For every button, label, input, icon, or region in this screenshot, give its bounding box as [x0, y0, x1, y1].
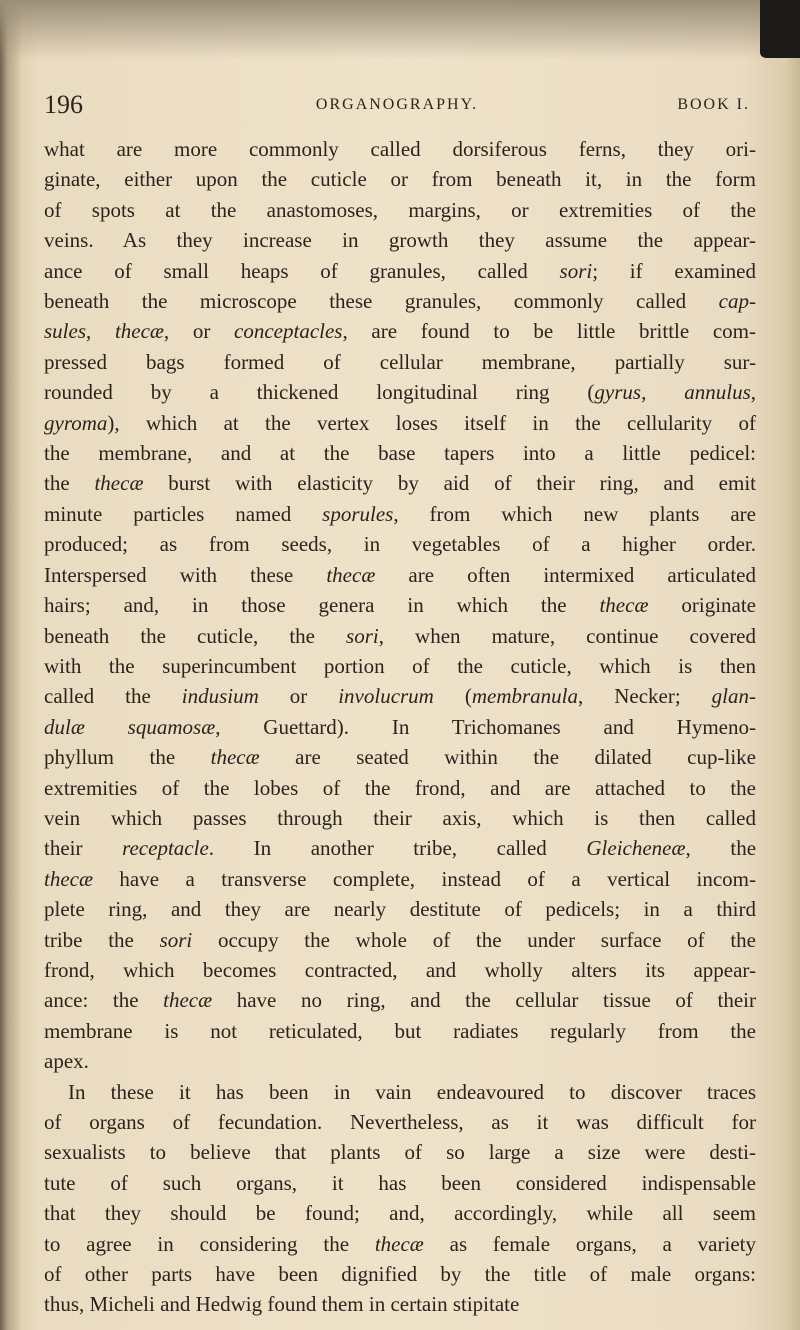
italic-term: indusium — [181, 684, 259, 709]
italic-term: sori — [159, 927, 193, 952]
text-line: the thecæ burst with elasticity by aid of their ring, and emit — [44, 471, 757, 496]
italic-term: thecæ — [374, 1231, 424, 1256]
italic-term: gyrus — [594, 380, 642, 405]
text-line: thus, Micheli and Hedwig found them in certain stipitate — [44, 1292, 520, 1317]
italic-term: thecæ — [326, 562, 376, 587]
text-line: sules, thecæ, or conceptacles, are found to be little brittle com- — [44, 319, 757, 344]
text-line: produced; as from seeds, in vegetables of a higher order. — [44, 532, 756, 557]
book-label: BOOK I. — [677, 96, 750, 113]
italic-term: involucrum — [338, 684, 434, 709]
text-line: frond, which becomes contracted, and wholly alters its appear- — [44, 957, 756, 982]
text-line: veins. As they increase in growth they assume the appear- — [44, 228, 756, 253]
text-line: called the indusium or involucrum (membranula, Necker; glan- — [44, 684, 756, 709]
text-line: In these it has been in vain endeavoured to discover traces — [68, 1079, 756, 1104]
italic-term: thecæ — [163, 988, 213, 1013]
text-line: extremities of the lobes of the frond, and are attached to the — [44, 775, 756, 800]
text-line: that they should be found; and, accordingly, while all seem — [44, 1201, 756, 1226]
text-line: ance of small heaps of granules, called sori; if examined — [44, 258, 756, 283]
running-head — [44, 90, 750, 130]
text-line: of other parts have been dignified by the title of male organs: — [44, 1262, 756, 1287]
text-line: the membrane, and at the base tapers into a little pedicel: — [44, 441, 756, 466]
italic-term: cap- — [718, 289, 756, 314]
text-line: gyroma), which at the vertex loses itself in the cellularity of — [44, 410, 756, 435]
text-line: their receptacle. In another tribe, called Gleicheneæ, the — [44, 836, 757, 861]
italic-term: sporules — [322, 501, 394, 526]
text-line: of spots at the anastomoses, margins, or extremities of the — [44, 197, 756, 222]
text-line: thecæ have a transverse complete, instead of a vertical incom- — [44, 866, 756, 891]
page-corner-mark — [760, 0, 800, 58]
body-text — [44, 134, 756, 1320]
text-line: to agree in considering the thecæ as female organs, a variety — [44, 1231, 756, 1256]
italic-term: thecæ — [210, 745, 260, 770]
text-line: tribe the sori occupy the whole of the under surface of the — [44, 927, 756, 952]
italic-term: glan- — [711, 684, 756, 709]
binding-gutter — [0, 0, 22, 1330]
italic-term: sori — [559, 258, 593, 283]
text-line: pressed bags formed of cellular membrane, partially sur- — [44, 349, 756, 374]
italic-term: sori — [346, 623, 379, 648]
italic-term: annulus — [684, 380, 751, 405]
running-title: ORGANOGRAPHY. — [315, 96, 479, 113]
top-edge-shadow — [0, 0, 800, 60]
text-line: apex. — [44, 1049, 89, 1074]
text-line: tute of such organs, it has been considered indispensable — [44, 1170, 756, 1195]
text-line: plete ring, and they are nearly destitute of pedicels; in a third — [44, 897, 756, 922]
italic-term: thecæ — [94, 471, 144, 496]
italic-term: thecæ — [599, 593, 649, 618]
text-line: rounded by a thickened longitudinal ring (gyrus, annulus, — [44, 380, 756, 405]
italic-term: membranula — [471, 684, 578, 709]
text-line: hairs; and, in those genera in which the thecæ originate — [44, 593, 757, 618]
italic-term: dulæ squamosæ — [44, 714, 216, 739]
text-line: of organs of fecundation. Nevertheless, as it was difficult for — [44, 1110, 756, 1134]
text-line: phyllum the thecæ are seated within the dilated cup-like — [44, 745, 756, 770]
text-line: sexualists to believe that plants of so large a size were desti- — [44, 1140, 756, 1165]
italic-term: sules — [44, 319, 86, 344]
italic-term: thecæ — [114, 319, 164, 344]
text-line: vein which passes through their axis, which is then called — [44, 805, 756, 830]
text-line: membrane is not reticulated, but radiates regularly from the — [44, 1018, 756, 1043]
text-line: what are more commonly called dorsiferous ferns, they ori- — [44, 137, 756, 161]
text-line: beneath the cuticle, the sori, when mature, continue covered — [44, 623, 757, 648]
page-right-edge — [786, 58, 800, 1330]
text-line: beneath the microscope these granules, commonly called cap- — [44, 289, 756, 314]
page-number: 196 — [44, 90, 83, 119]
italic-term: receptacle — [122, 836, 209, 861]
text-line: minute particles named sporules, from which new plants are — [44, 501, 756, 526]
italic-term: conceptacles — [234, 319, 343, 344]
italic-term: Gleicheneæ — [586, 836, 686, 861]
text-line: Interspersed with these thecæ are often intermixed articulated — [44, 562, 757, 587]
italic-term: thecæ — [44, 866, 93, 891]
text-line: with the superincumbent portion of the cuticle, which is then — [44, 653, 756, 678]
italic-term: gyroma — [44, 410, 108, 435]
text-line: ginate, either upon the cuticle or from beneath it, in the form — [44, 167, 756, 192]
text-line: ance: the thecæ have no ring, and the cellular tissue of their — [44, 988, 757, 1013]
text-line: dulæ squamosæ, Guettard). In Trichomanes and Hymeno- — [44, 714, 756, 739]
